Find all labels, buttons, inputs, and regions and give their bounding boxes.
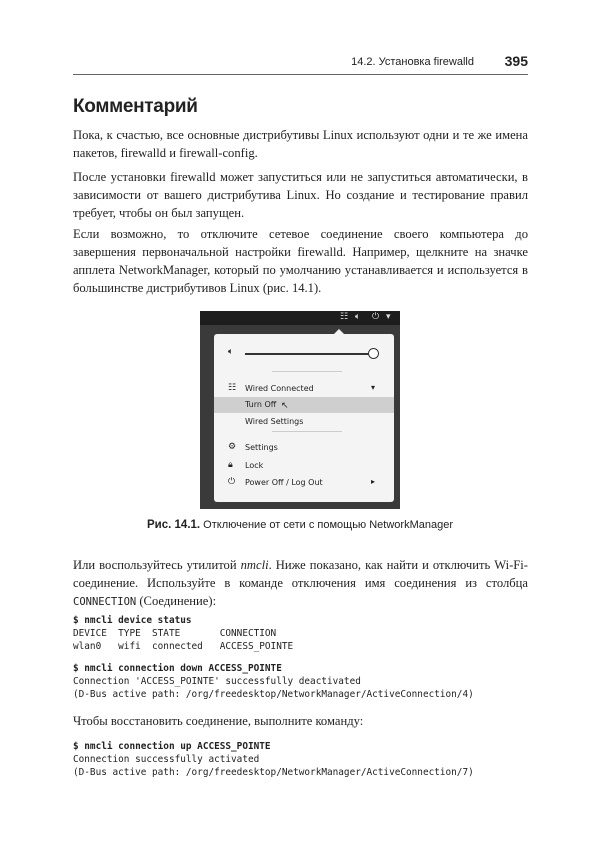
networkmanager-screenshot: [200, 311, 400, 509]
power-icon: ⏻: [228, 477, 236, 487]
caption-text: Отключение от сети с помощью NetworkManager: [203, 519, 453, 531]
power-off-label: Power Off / Log Out: [245, 478, 323, 487]
paragraph-3: Если возможно, то отключите сетевое соединение своего компьютера до завершения первоначальной настройки firewalld. Например, щелкните на значке апплета NetworkManager, который по умолчанию устанавливается и используется в большинстве дистрибутивов Linux (рис. 14.1).: [73, 227, 528, 295]
lock-icon: 🔒︎: [228, 460, 233, 470]
para4-tool-name: nmcli: [240, 558, 269, 572]
para4-text-a: Или воспользуйтесь утилитой: [73, 558, 241, 572]
network-icon[interactable]: ☷: [340, 312, 349, 322]
menu-pointer: [334, 329, 344, 334]
lock-item[interactable]: [214, 458, 394, 474]
code3-line1: Connection successfully activated: [73, 754, 260, 765]
code2-line1: Connection 'ACCESS_POINTE' successfully deactivated: [73, 676, 361, 687]
para4-text-b: . Ниже показано, как найти и отключить Wi-Fi-соединение. Используйте в команде отключения имя соединения из столбца: [73, 558, 528, 590]
mouse-cursor-icon: ↖: [281, 401, 289, 411]
power-icon[interactable]: ⏻: [372, 312, 380, 322]
figure-caption: [0, 519, 600, 531]
volume-icon[interactable]: 🔈︎: [355, 312, 361, 322]
settings-item[interactable]: [214, 440, 394, 456]
wired-connected-item[interactable]: [214, 381, 394, 397]
code3-line2: (D-Bus active path: /org/freedesktop/NetworkManager/ActiveConnection/7): [73, 767, 474, 778]
page-number: 395: [504, 53, 528, 69]
code2-command: $ nmcli connection down ACCESS_POINTE: [73, 663, 282, 674]
paragraph-5: Чтобы восстановить соединение, выполните команду:: [73, 714, 364, 728]
code-block-2: [73, 662, 474, 701]
volume-icon: 🔈︎: [228, 347, 234, 357]
code1-line2: wlan0 wifi connected ACCESS_POINTE: [73, 641, 294, 652]
wired-settings-label: Wired Settings: [245, 417, 304, 426]
settings-label: Settings: [245, 443, 278, 452]
chevron-down-icon: ▾: [371, 383, 376, 392]
code2-line2: (D-Bus active path: /org/freedesktop/NetworkManager/ActiveConnection/4): [73, 689, 474, 700]
gear-icon: ⚙: [228, 442, 237, 452]
code3-command: $ nmcli connection up ACCESS_POINTE: [73, 741, 271, 752]
dropdown-icon[interactable]: ▾: [386, 312, 391, 322]
chevron-right-icon: ▸: [371, 477, 376, 486]
code-block-1: [73, 614, 293, 653]
power-off-item[interactable]: [214, 475, 394, 491]
turn-off-label: Turn Off: [245, 400, 277, 409]
volume-slider-track[interactable]: [245, 353, 373, 355]
menu-separator: [272, 431, 342, 432]
turn-off-item[interactable]: [214, 397, 394, 413]
wired-connected-label: Wired Connected: [245, 384, 314, 393]
header-rule: [73, 74, 528, 75]
para4-column-name: CONNECTION: [73, 596, 137, 608]
system-menu: [214, 334, 394, 502]
top-panel: [200, 311, 400, 325]
paragraph-1: Пока, к счастью, все основные дистрибутивы Linux используют одни и те же имена пакетов, firewalld и firewall-config.: [73, 128, 528, 160]
code-block-3: [73, 740, 474, 779]
paragraph-2: После установки firewalld может запуститься или не запуститься автоматически, в зависимости от вашего дистрибутива Linux. Но создание и тестирование правил требует, чтобы он был запущен.: [73, 170, 528, 220]
code1-line1: DEVICE TYPE STATE CONNECTION: [73, 628, 277, 639]
code1-command: $ nmcli device status: [73, 615, 192, 626]
paragraph-4: [73, 556, 528, 611]
para4-text-c: (Соединение):: [136, 594, 217, 608]
section-heading: Комментарий: [73, 96, 198, 117]
lock-label: Lock: [245, 461, 264, 470]
menu-separator: [272, 371, 342, 372]
running-head: 14.2. Установка firewalld: [351, 56, 474, 68]
volume-slider-knob[interactable]: [368, 348, 379, 359]
network-icon: ☷: [228, 383, 237, 393]
wired-settings-item[interactable]: [214, 414, 394, 430]
caption-label: Рис. 14.1.: [147, 519, 201, 531]
page-header: [73, 53, 528, 73]
